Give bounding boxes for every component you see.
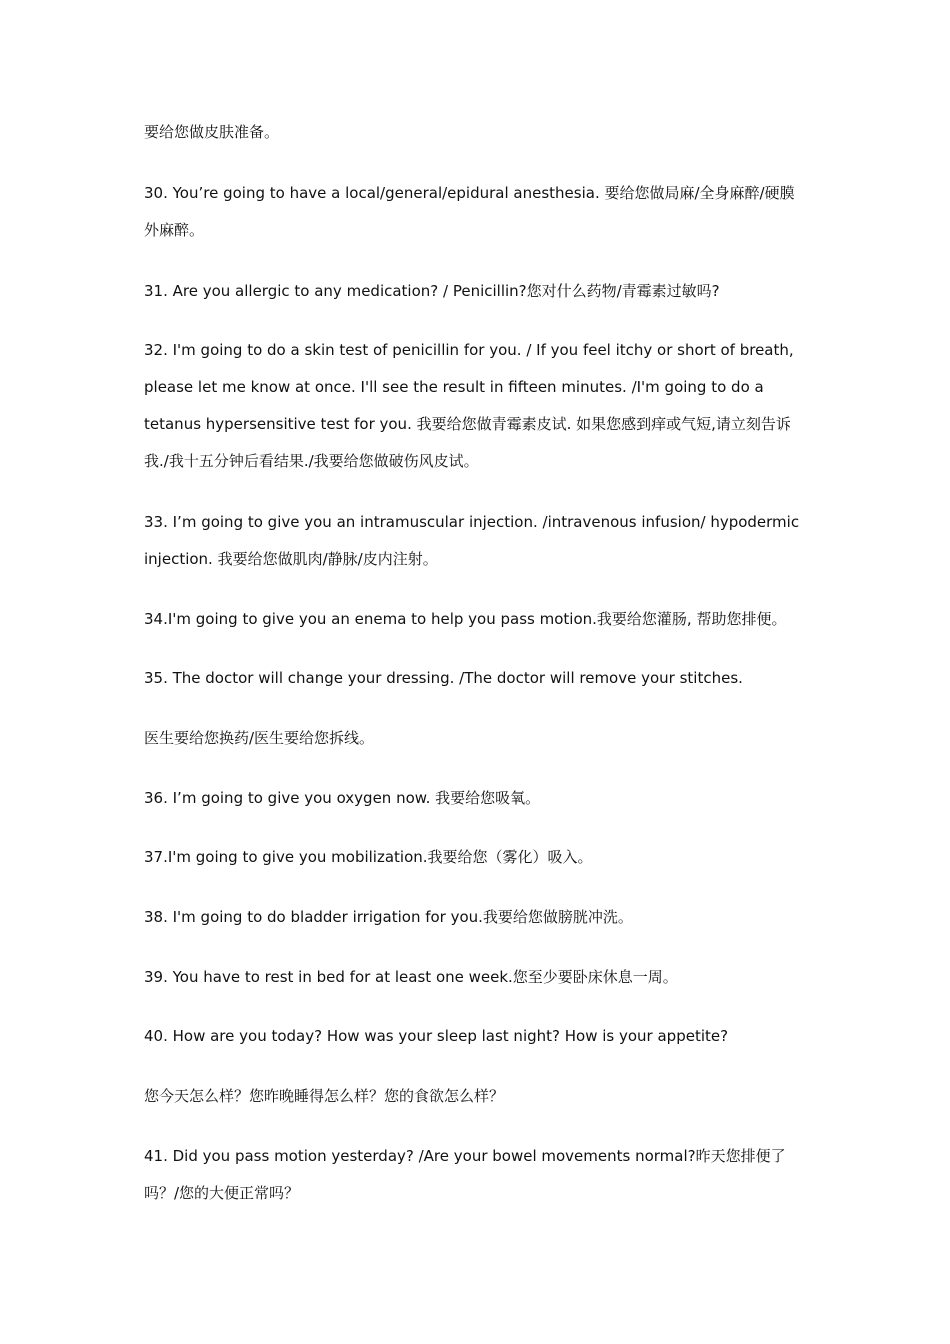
paragraph-35-dressing-cn: 医生要给您换药/医生要给您拆线。 <box>144 729 375 747</box>
paragraph-40-how-are-you: 40. How are you today? How was your sleep last night? How is your appetite? <box>144 1027 729 1045</box>
paragraph-32-skin-test: 32. I'm going to do a skin test of penicillin for you. / If you feel itchy or short of breath, please let me know at once. I'll see the result in fifteen minutes. /I'm going to do a tetanus hypersensitive test for you. 我要给您做青霉素皮试. 如果您感到痒或气短,请立刻告诉我./我十五分钟后看结果./我要给您做破伤风皮试。 <box>144 341 794 470</box>
paragraph-33-injection: 33. I’m going to give you an intramuscular injection. /intravenous infusion/ hypodermic injection. 我要给您做肌肉/静脉/皮内注射。 <box>144 513 800 568</box>
paragraph-36-oxygen: 36. I’m going to give you oxygen now. 我要给您吸氧。 <box>144 789 541 807</box>
paragraph-30-anesthesia: 30. You’re going to have a local/general/epidural anesthesia. 要给您做局麻/全身麻醉/硬膜外麻醉。 <box>144 184 795 239</box>
paragraph-35-dressing: 35. The doctor will change your dressing. /The doctor will remove your stitches. <box>144 669 743 687</box>
paragraph-37-mobilization: 37.I'm going to give you mobilization.我要给您（雾化）吸入。 <box>144 848 593 866</box>
paragraph-38-bladder: 38. I'm going to do bladder irrigation for you.我要给您做膀胱冲洗。 <box>144 908 633 926</box>
paragraph-41-bowel: 41. Did you pass motion yesterday? /Are your bowel movements normal?昨天您排便了吗？/您的大便正常吗？ <box>144 1147 786 1202</box>
paragraph-skin-prep: 要给您做皮肤准备。 <box>144 123 280 141</box>
paragraph-40-how-are-you-cn: 您今天怎么样？您昨晚睡得怎么样？您的食欲怎么样？ <box>144 1087 505 1105</box>
paragraph-34-enema: 34.I'm going to give you an enema to help you pass motion.我要给您灌肠, 帮助您排便。 <box>144 610 787 628</box>
paragraph-31-allergy: 31. Are you allergic to any medication? / Penicillin?您对什么药物/青霉素过敏吗? <box>144 282 720 300</box>
paragraph-39-bed-rest: 39. You have to rest in bed for at least one week.您至少要卧床休息一周。 <box>144 968 678 986</box>
